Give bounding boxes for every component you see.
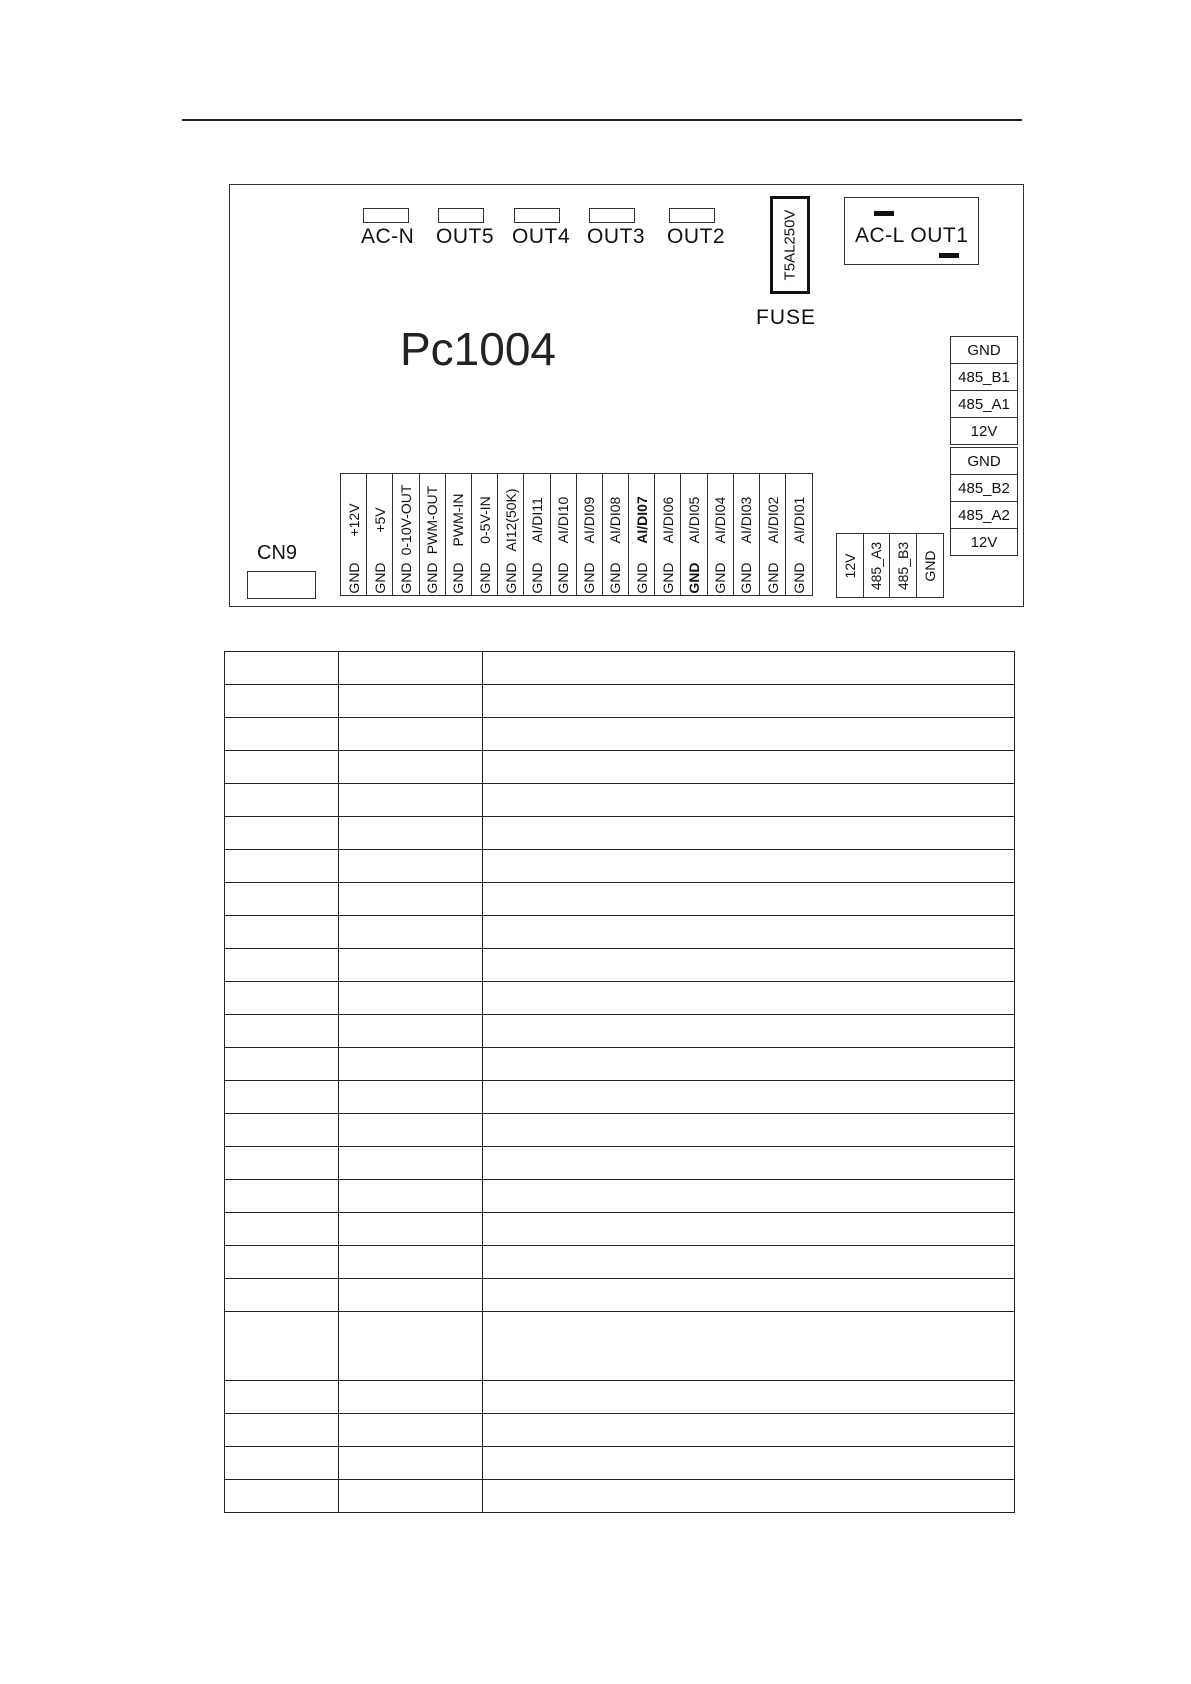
table-cell [225,1480,339,1513]
table-cell [225,1246,339,1279]
table-cell [483,949,1015,982]
pin-column [472,474,498,595]
table-cell [225,1180,339,1213]
fuse-label: FUSE [756,306,817,329]
table-cell [225,784,339,817]
pin-signal-label: +5V [371,507,388,533]
pin-signal-label: AI/DI03 [738,496,755,544]
pin-signal-label: PWM-OUT [424,485,441,555]
table-cell [483,1147,1015,1180]
table-row [225,1480,1015,1513]
pin-ground-label: GND [345,562,362,594]
table-cell [483,916,1015,949]
header-rule [182,119,1022,121]
table-cell [225,1081,339,1114]
table-row [225,1279,1015,1312]
ac-l-contact-bar [874,211,894,216]
pin-signal-label: AI/DI04 [712,496,729,544]
table-cell [339,1480,483,1513]
pin-column [577,474,603,595]
rs485-port-1-pin: 12V [970,422,998,440]
table-cell [339,817,483,850]
table-cell [339,784,483,817]
table-cell [339,1312,483,1381]
pin-column [786,474,812,595]
table-cell [483,1213,1015,1246]
terminal-label-out3: OUT3 [587,225,646,248]
table-cell [339,1213,483,1246]
pin-column [708,474,734,595]
table-cell [339,1114,483,1147]
pin-signal-label: AI/DI01 [791,496,808,544]
pin-signal-label: AI/DI07 [633,496,650,544]
table-cell [339,718,483,751]
pin-column [446,474,472,595]
table-cell [339,685,483,718]
terminal-pad-ac-n [363,208,409,223]
terminal-pad-out5 [438,208,484,223]
table-cell [339,1048,483,1081]
fuse-rating: T5AL250V [781,209,799,281]
pin-ground-label: GND [607,562,624,594]
pin-ground-label: GND [659,562,676,594]
pin-ground-label: GND [502,562,519,594]
rs485-port-3-label: 485_B3 [894,541,911,591]
rs485-port-1 [950,336,1018,445]
table-cell [339,1081,483,1114]
table-cell [225,1414,339,1447]
table-row [225,751,1015,784]
pin-ground-label: GND [424,562,441,594]
ac-l-out1-label: AC-L OUT1 [855,224,969,247]
pin-ground-label: GND [738,562,755,594]
pin-column [734,474,760,595]
table-cell [225,949,339,982]
table-cell [225,1213,339,1246]
table-cell [483,652,1015,685]
pin-signal-label: AI/DI09 [581,496,598,544]
rs485-port-2-pin: 485_B2 [951,475,1017,502]
pin-ground-label: GND [397,562,414,594]
table-row [225,850,1015,883]
table-cell [483,1480,1015,1513]
table-cell [483,1447,1015,1480]
pin-ground-label: GND [712,562,729,594]
pin-signal-label: AI/DI11 [528,497,545,543]
pin-column [393,474,419,595]
table-row [225,1213,1015,1246]
table-cell [483,817,1015,850]
table-cell [483,751,1015,784]
table-row [225,949,1015,982]
pin-ground-label: GND [581,562,598,594]
pin-column [420,474,446,595]
pin-ground-label: GND [555,562,572,594]
table-cell [339,1381,483,1414]
table-cell [225,685,339,718]
pin-signal-label: AI/DI02 [764,496,781,544]
pin-column [760,474,786,595]
pin-signal-label: +12V [345,503,362,537]
table-cell [339,652,483,685]
rs485-port-3-label: 12V [841,553,858,579]
table-row [225,1081,1015,1114]
table-cell [225,652,339,685]
table-row [225,1312,1015,1381]
pin-ground-label: GND [686,562,703,594]
pin-ground-label: GND [371,562,388,594]
table-cell [225,1447,339,1480]
board-model: Pc1004 [400,323,557,375]
pin-column [681,474,707,595]
rs485-port-3-pin [917,534,944,597]
rs485-port-1-pin: 485_B1 [951,364,1017,391]
pin-signal-label: AI/DI05 [686,496,703,544]
table-row [225,1147,1015,1180]
rs485-port-1-pin: 485_A1 [951,391,1017,418]
pin-ground-label: GND [450,562,467,594]
terminal-pad-out4 [514,208,560,223]
pin-column [551,474,577,595]
pin-column [498,474,524,595]
table-cell [339,1180,483,1213]
table-cell [225,718,339,751]
rs485-port-3-label: 485_A3 [868,541,885,591]
table-cell [225,751,339,784]
pin-signal-label: PWM-IN [450,493,467,547]
table-row [225,1114,1015,1147]
table-cell [483,1015,1015,1048]
table-row [225,883,1015,916]
table-cell [225,1114,339,1147]
table-cell [225,1381,339,1414]
table-cell [225,1147,339,1180]
rs485-port-3-pin [864,534,891,597]
table-cell [339,1447,483,1480]
pin-signal-label: 0-10V-OUT [397,484,414,556]
rs485-port-2-pin: 12V [970,533,998,551]
table-cell [483,1081,1015,1114]
pin-column [603,474,629,595]
table-row [225,1015,1015,1048]
rs485-port-3-pin [837,534,864,597]
pin-ground-label: GND [791,562,808,594]
table-cell [339,883,483,916]
table-row [225,718,1015,751]
terminal-label-out2: OUT2 [667,225,726,248]
table-cell [483,1114,1015,1147]
rs485-port-2-pin: 485_A2 [951,502,1017,529]
table-row [225,1414,1015,1447]
table-cell [225,817,339,850]
pin-ground-label: GND [528,562,545,594]
table-cell [483,982,1015,1015]
rs485-port-3 [836,533,944,598]
table-cell [339,1147,483,1180]
fuse [770,196,810,294]
rs485-port-3-label: GND [921,550,938,582]
pin-column [524,474,550,595]
table-cell [339,916,483,949]
table-cell [483,1180,1015,1213]
table-cell [483,1414,1015,1447]
table-cell [339,949,483,982]
table-cell [225,1312,339,1381]
cn9-connector [247,571,316,599]
table-row [225,1180,1015,1213]
pin-signal-label: AI12(50K) [502,488,519,552]
table-cell [225,982,339,1015]
terminal-label-out4: OUT4 [512,225,571,248]
pin-column [655,474,681,595]
table-cell [339,850,483,883]
table-cell [483,1279,1015,1312]
pin-ground-label: GND [764,562,781,594]
rs485-port-3-pin [890,534,917,597]
table-row [225,817,1015,850]
table-cell [225,1048,339,1081]
terminal-pad-out2 [669,208,715,223]
pin-ground-label: GND [476,562,493,594]
table-cell [483,1381,1015,1414]
table-cell [483,718,1015,751]
table-cell [483,784,1015,817]
table-cell [483,685,1015,718]
table-cell [339,1414,483,1447]
table-cell [225,916,339,949]
table-row [225,982,1015,1015]
table-cell [483,883,1015,916]
terminal-pad-out3 [589,208,635,223]
table-row [225,1381,1015,1414]
terminal-label-out5: OUT5 [436,225,495,248]
pin-table-body [225,652,1015,1513]
io-pin-strip [340,473,813,596]
table-row [225,916,1015,949]
out1-contact-bar [939,253,959,258]
pin-column [341,474,367,595]
table-row [225,685,1015,718]
pin-signal-label: AI/DI08 [607,496,624,544]
table-row [225,1447,1015,1480]
table-cell [339,1246,483,1279]
rs485-port-2 [950,447,1018,556]
table-cell [483,1246,1015,1279]
pin-description-table [224,651,1015,1513]
table-row [225,1048,1015,1081]
rs485-port-1-pin: GND [951,337,1017,364]
table-row [225,652,1015,685]
table-cell [339,982,483,1015]
pin-ground-label: GND [633,562,650,594]
cn9-label: CN9 [257,542,298,564]
table-cell [339,751,483,784]
table-cell [339,1279,483,1312]
table-cell [339,1015,483,1048]
table-cell [225,850,339,883]
table-cell [483,1048,1015,1081]
pin-signal-label: AI/DI06 [659,496,676,544]
pin-signal-label: 0-5V-IN [476,496,493,544]
table-cell [483,1312,1015,1381]
pin-column [629,474,655,595]
table-row [225,784,1015,817]
rs485-port-2-pin: GND [951,448,1017,475]
table-cell [225,1279,339,1312]
pin-column [367,474,393,595]
table-cell [483,850,1015,883]
table-cell [225,883,339,916]
table-row [225,1246,1015,1279]
terminal-label-ac-n: AC-N [361,225,415,248]
pin-signal-label: AI/DI10 [555,496,572,544]
table-cell [225,1015,339,1048]
